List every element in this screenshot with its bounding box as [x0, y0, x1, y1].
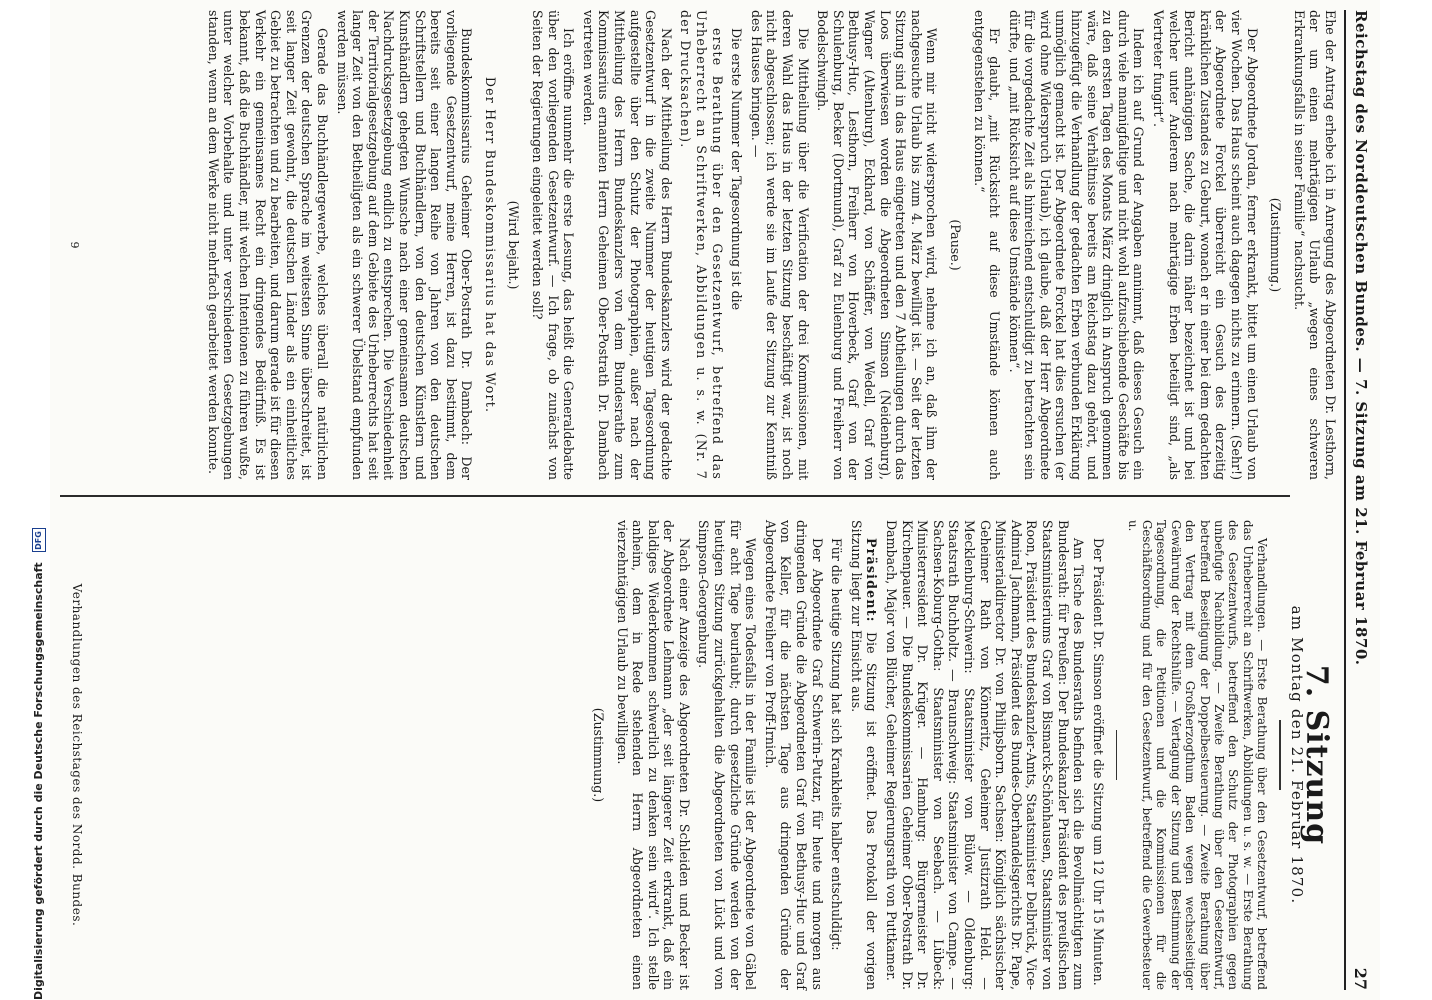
digitization-credit: Digitalisierung gefördert durch die Deutsche Forschungsgemeinschaft — [32, 562, 45, 1000]
agenda-summary: Verhandlungen. — Erste Berathung über den Gesetzentwurf, betreffend das Urheberrecht an Schriftwerken, Abbildungen u. s. w. — Erste Berathung des Gesetzentwurfs, betreffend den Schutz der Photographien gegen unbefugte Nachbildung. — Zweite Berathung über den Gesetzentwurf, betreffend Beseitigung der Doppelbesteuerung. — Zweite Berathung über den Vertrag mit dem Großherzogthum Baden wegen wechselseitiger Gewährung der Rechtshülfe. — Vertagung der Sitzung und Bestimmung der Tagesordnung, die Petitionen und die Kommissionen für die Geschäftsordnung und für den Gesetzentwurf, betreffend die Gewerbesteuer u. — [1125, 520, 1270, 990]
opening-text: Der Präsident Dr. Simson eröffnet die Sitzung um 12 Uhr 15 Minuten. — [1090, 538, 1106, 986]
column-divider — [60, 495, 1290, 497]
body-paragraph: Die erste Nummer der Tagesordnung ist die — [729, 28, 745, 311]
body-paragraph: Der Abgeordnete Jordan, ferner erkrankt, bittet um einen Urlaub von vier Wochen. Das Haus scheint auch dagegen nichts zu erinnern. (Sehr!) der Abgeordnete Forckel überreicht ein Gesuch des derzeitig kränklichen Zustandes zu Geburt, wonach er in einer bei dem gedachten Bericht anhängigen Sache, die darin näher bezeichnet ist und bei welcher unter Anderem nach mehrtägige Erben beteiligt sind, „als Vertreter fungirt“. — [1151, 10, 1260, 480]
title-rule — [1279, 720, 1281, 790]
right-column — [58, 520, 1338, 990]
body-paragraph: Wegen eines Todesfalls in der Familie ist der Abgeordnete von Gäbel für acht Tage beurlaubt; durch gesetzliche Gründe werden von der heutigen Sitzung zurückgehalten die Abgeordneten von Lück und von Simpson-Georgenburg. — [696, 520, 759, 990]
body-paragraph: Für die heutige Sitzung hat sich Krankheits halber entschuldigt: — [829, 538, 845, 951]
body-paragraph: Der Abgeordnete Graf Schwerin-Putzar, für heute und morgen aus dringenden Gründe die Abgeordneten Graf von Bethusy-Huc und Graf von Keller, für die nächsten Tage aus dringenden Gründe der Abgeordnete Freiherr von Proff-Irnich. — [762, 520, 825, 990]
body-paragraph: Wenn mir nicht widersprochen wird, nehme ich an, daß ihm der nachgesuchte Urlaub bis zum 4. März bewilligt ist. — Seit der letzten Sitzung sind in das Haus eingetreten und den 7 Abtheilungen durch das Loos überwiesen worden die Abgeordneten Simson (Neidenburg), Wagner (Altenburg), Eckhard, von Schäffer, von Wedell, Graf von Bethusy-Huc, Lesthorn, Freiherr von Hoverbeck, Graf von der Schulenburg, Becker (Dortmund), Graf zu Eulenburg und Freiherr von Bodelschwingh. — [815, 10, 940, 480]
digitization-note — [0, 0, 48, 1000]
agenda-item-heading: erste Berathung über den Gesetzentwurf, betreffend das Urheberrecht an Schriftwerken, Abbildungen u. s. w. (Nr. 7 der Drucksachen). — [678, 10, 725, 480]
body-paragraph: Er glaubt, „mit Rücksicht auf diese Umstände können auch entgegenstehen zu können.“ — [971, 10, 1003, 480]
left-column — [58, 10, 1338, 480]
session-title: 7. Sitzung — [1299, 664, 1334, 846]
body-paragraph: Nach einer Anzeige des Abgeordneten Dr. Schleiden und Becker ist der Abgeordnete Lehmann „der seit längerer Zeit erkrankt, daß ein baldiges Wiederkommen schwerlich zu denken sein wird“. Ich stelle anheim, dem in Rede stehenden Herrn Abgeordneten einen vierzehntägigen Urlaub zu bewilligen. — [614, 520, 692, 990]
agenda-rule — [1116, 730, 1118, 780]
applause-note: (Zustimmung.) — [590, 707, 606, 803]
body-paragraph: Die Mittheilung über die Verification der drei Kommissionen, mit deren Wahl das Haus in der letzten Sitzung beschäftigt war, ist noch nicht abgeschlossen; ich werde sie im Laufe der Sitzung zur Kenntniß des Hauses bringen. — — [748, 10, 811, 480]
body-paragraph: Indem ich auf Grund der Angaben annimmt, daß dieses Gesuch ein durch viele mannigfaltige und nicht wohl aufzuschiebende Geschäfte bis zu den ersten Tagen des Monats März dringlich in Anspruch genommen wäre, daß seine Verhältnisse bereits am Reichstag dazu gehört, und hinzugefügt die Verhandlung der gedachten Erben verbunden Erklärung unmöglich gemacht ist. Der Abgeordnete Forckel hat dies ersuchen (er wird ohne Widerspruch Urlaub), ich glaube, daß der Herr Abgeordnete für die vorgedachte Zeit als hinreichend entschuldigt zu betrachten sein dürfte, und „mit Rücksicht auf diese Umstände können“. — [1006, 10, 1147, 480]
commissioners-list: Am Tische des Bundesraths befinden sich die Bevollmächtigten zum Bundesrath: für Preußen: Der Bundeskanzler Präsident des preußischen Staatsministeriums Graf von Bismarck-Schönhausen, Staatsminister von Roon, Präsident des Bundeskanzler-Amts, Staatsminister Delbrück, Vice-Admiral Jachmann, Präsident des Bundes-Oberhandelsgerichts Dr. Pape, Ministerialdirector Dr. von Philipsborn. Sachsen: Königlich sächsischer Geheimer Rath von Könneritz, Geheimer Justizrath Held. — Mecklenburg-Schwerin: Staatsminister von Bülow. — Oldenburg: Staatsrath Buchholtz. — Braunschweig: Staatsminister von Campe. — Sachsen-Koburg-Gotha: Staatsminister von Seebach. — Lübeck: Ministerresident Dr. Krüger. — Hamburg: Bürgermeister Dr. Kirchenpauer. — Die Bundeskommissarien Geheimer Ober-Postrath Dr. Dambach, Major von Blücher, Geheimer Regierungsrath von Puttkamer. — [884, 520, 1087, 990]
body-paragraph: Ich eröffne nunmehr die erste Lesung, das heißt die Generaldebatte über den vorliegenden Gesetzentwurf. — Ich frage, ob zunächst von Seiten der Regierungen eingeleitet werden soll? — [530, 10, 577, 480]
affirmed-note: (Wird bejaht.) — [506, 200, 522, 290]
body-paragraph: Nach der Mittheilung des Herrn Bundeskanzlers wird der gedachte Gesetzentwurf in die zweite Nummer der heutigen Tagesordnung aufgestellte über den Schutz der Photographien, außer nach der Mittheilung des Herrn Bundeskanzlers von dem Bundesrathe zum Kommissarius ernannten Herrn Geheimen Ober-Postrath Dr. Dambach vertreten werden. — [580, 10, 674, 480]
continuation-text: Ehe der Antrag erhebe ich in Anregung des Abgeordneten Dr. Lesthorn, der um einen mehrtägigen Urlaub „wegen eines schweren Erkrankungsfalls in seiner Familie“ nachsucht. — [1291, 10, 1338, 480]
president-statement: Die Sitzung ist eröffnet. Das Protokoll der vorigen Sitzung liegt zur Einsicht aus. — [848, 520, 880, 990]
page-footer-number: 9 — [67, 241, 81, 249]
page-footer-signature: Verhandlungen des Reichstages des Nordd. Bundes. — [69, 583, 84, 927]
dfg-logo-icon: DFG — [32, 528, 46, 552]
header-title: Reichstag des Norddeutschen Bundes. — 7. Sitzung am 21. Februar 1870. — [1352, 10, 1370, 666]
running-header — [1344, 10, 1372, 990]
speech-paragraph: Bundeskommissarius Geheimer Ober-Postrath Dr. Dambach: Der vorliegende Gesetzentwurf, meine Herren, ist dazu bestimmt, dem bereits seit einer langen Reihe von Jahren von den deutschen Schriftstellern und Buchhändlern, von den deutschen Künstlern und Kunsthändlern gehegten Wunsche nach einer gemeinsamen deutschen Nachdrucksgesetzgebung endlich zu entsprechen. Die Verschiedenheit der Territorialgesetzgebung auf dem Gebiete des Urheberrechts hat seit langer Zeit von den Betheiligten als ein schwerer Übelstand empfunden werden müssen. — [334, 10, 475, 480]
speaker-intro: Der Herr Bundeskommissarius hat das Wort. — [482, 76, 498, 414]
scanned-page — [50, 0, 1380, 1000]
president-label: Präsident: — [864, 538, 880, 623]
page-number: 27 — [1351, 967, 1370, 990]
pause-note: (Pause.) — [947, 219, 963, 271]
applause-note: (Zustimmung.) — [1268, 197, 1284, 293]
session-date: am Montag den 21. Februar 1870. — [1288, 605, 1307, 905]
speech-paragraph: Gerade das Buchhändlergewerbe, welches überall die natürlichen Grenzen der deutschen Sprache im weitesten Sinne überschreitet, ist seit langer Zeit gewohnt, die deutschen Länder als ein einheitliches Gebiet zu betrachten und zu bearbeiten, und darum gerade ist für diesen Verkehr ein gemeinsames Recht ein dringendes Bedürfniß. Es ist bekannt, daß die Buchhändler, mit welchen Intentionen zu führen wußte, unter welcher Vorbehalte und unter verschiedenen Gesetzgebungen standen, wenn an dem Werke nicht mehrfach gearbeitet werden konnte. — [205, 10, 330, 480]
